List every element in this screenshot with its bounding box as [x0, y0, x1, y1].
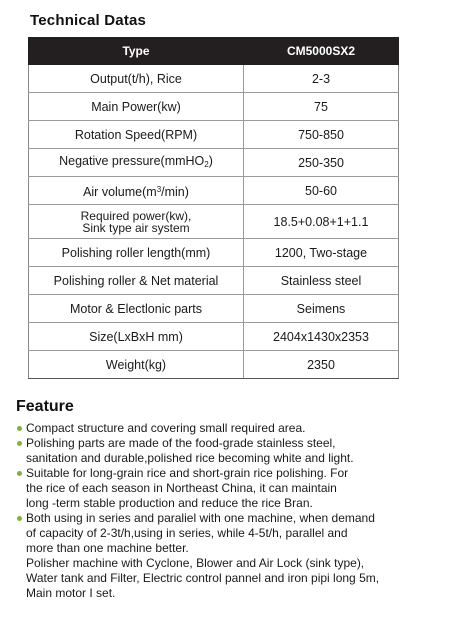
label-line-2: Sink type air system: [82, 220, 190, 235]
row-value: 18.5+0.08+1+1.1: [244, 205, 399, 239]
table-row: [29, 351, 399, 379]
feature-item: [16, 436, 446, 466]
label-main: Negative pressure(mmHO: [59, 153, 205, 168]
feature-line: Main motor I set.: [26, 586, 116, 600]
row-label: Polishing roller & Net material: [29, 267, 244, 295]
feature-line: more than one machine better.: [26, 541, 189, 555]
bullet-dot-icon: [17, 516, 22, 521]
row-value: 1200, Two-stage: [244, 239, 399, 267]
feature-line: Both using in series and paraliel with one machine, when demand: [26, 511, 375, 525]
row-label: [29, 149, 244, 177]
table-row: [29, 323, 399, 351]
row-label: Polishing roller length(mm): [29, 239, 244, 267]
row-value: Stainless steel: [244, 267, 399, 295]
table-row: [29, 239, 399, 267]
table-row: [29, 121, 399, 149]
row-value: 750-850: [244, 121, 399, 149]
feature-item: [16, 421, 446, 436]
table-header-row: [29, 38, 399, 65]
feature-item: [16, 511, 446, 601]
feature-line: Compact structure and covering small required area.: [26, 421, 306, 435]
row-value: 75: [244, 93, 399, 121]
label-superscript: 3: [156, 184, 162, 194]
row-value: Seimens: [244, 295, 399, 323]
feature-line: Water tank and Filter, Electric control pannel and iron pipi long 5m,: [26, 571, 380, 585]
feature-line: Polishing parts are made of the food-grade stainless steel,: [26, 436, 336, 450]
feature-line: long -term stable production and reduce the rice Bran.: [26, 496, 313, 510]
row-label: [29, 205, 244, 239]
table-row: [29, 65, 399, 93]
feature-line: Suitable for long-grain rice and short-grain rice polishing. For: [26, 466, 349, 480]
row-value: 50-60: [244, 177, 399, 205]
header-type: Type: [29, 38, 244, 65]
feature-title: Feature: [16, 398, 74, 415]
table-row: [29, 205, 399, 239]
table-row: [29, 149, 399, 177]
header-model: CM5000SX2: [244, 38, 399, 65]
row-label: Main Power(kw): [29, 93, 244, 121]
label-end: /min): [161, 184, 189, 199]
label-main: Air volume(m: [83, 184, 157, 199]
section-title: Technical Datas: [30, 12, 147, 29]
feature-line: the rice of each season in Northeast China, it can maintain: [26, 481, 337, 495]
technical-data-table: [28, 37, 399, 379]
feature-item: [16, 466, 446, 511]
row-label: [29, 177, 244, 205]
row-label: Size(LxBxH mm): [29, 323, 244, 351]
label-end: ): [208, 153, 213, 168]
label-line-1: Required power(kw),: [80, 208, 192, 223]
row-value: 2-3: [244, 65, 399, 93]
table-row: [29, 93, 399, 121]
table-row: [29, 267, 399, 295]
bullet-dot-icon: [17, 441, 22, 446]
feature-list: [16, 421, 446, 601]
row-value: 2404x1430x2353: [244, 323, 399, 351]
table-row: [29, 177, 399, 205]
table-row: [29, 295, 399, 323]
label-subscript: 2: [204, 159, 209, 169]
row-label: Weight(kg): [29, 351, 244, 379]
row-value: 250-350: [244, 149, 399, 177]
row-label: Motor & Electlonic parts: [29, 295, 244, 323]
bullet-dot-icon: [17, 471, 22, 476]
feature-line: sanitation and durable,polished rice becoming white and light.: [26, 451, 354, 465]
row-label: Rotation Speed(RPM): [29, 121, 244, 149]
bullet-dot-icon: [17, 426, 22, 431]
row-value: 2350: [244, 351, 399, 379]
feature-line: of capacity of 2-3t/h,using in series, while 4-5t/h, parallel and: [26, 526, 348, 540]
feature-line: Polisher machine with Cyclone, Blower and Air Lock (sink type),: [26, 556, 365, 570]
row-label: Output(t/h), Rice: [29, 65, 244, 93]
